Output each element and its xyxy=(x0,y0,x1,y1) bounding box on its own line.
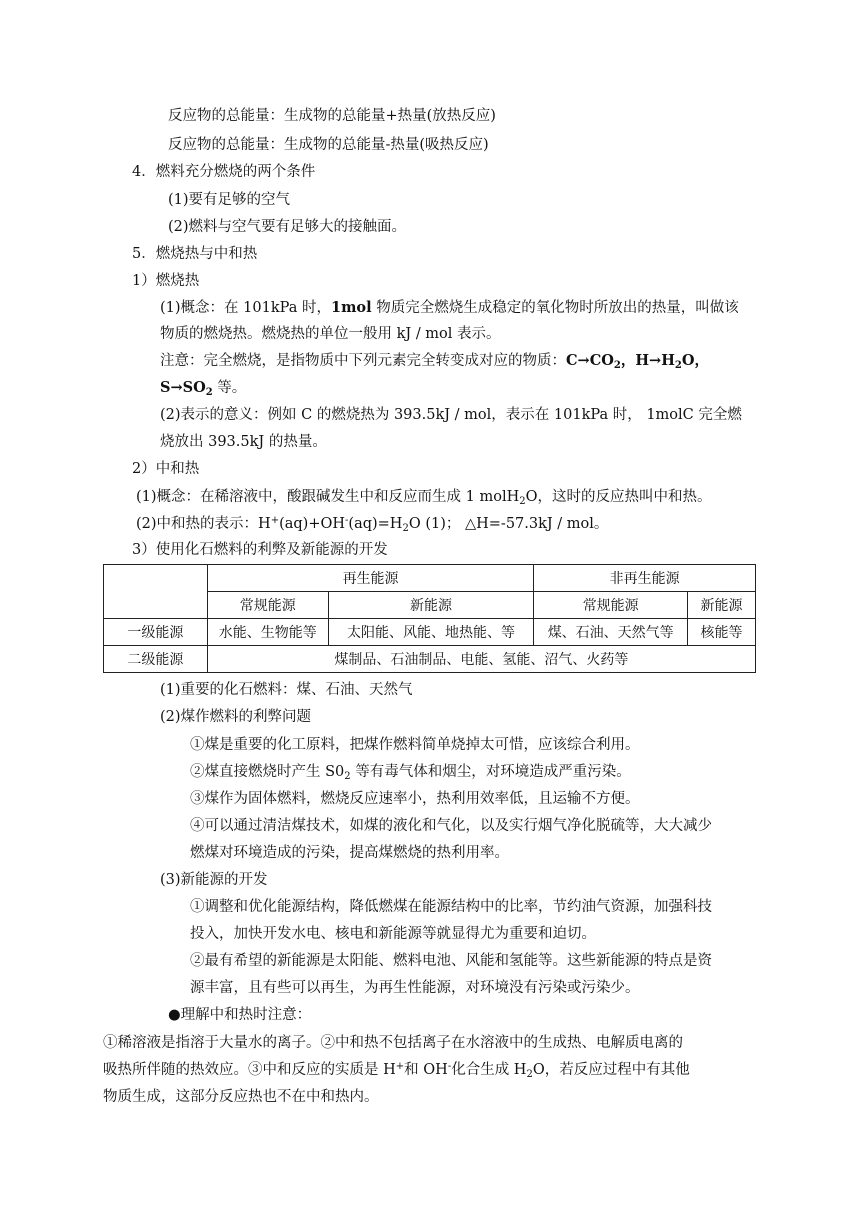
header-conventional: 常规能源 xyxy=(534,592,688,619)
text-run: (1)概念：在 101kPa 时， xyxy=(160,300,331,316)
row-label-secondary: 二级能源 xyxy=(104,646,208,673)
neutralization-notes-heading: ●理解中和热时注意： xyxy=(168,1007,312,1023)
neutralization-concept: (1)概念：在稀溶液中，酸跟碱发生中和反应而生成 1 molH$_2$O，这时的反应热叫中和热。 xyxy=(136,489,712,507)
table-row xyxy=(104,565,756,592)
header-conventional: 常规能源 xyxy=(207,592,328,619)
energy-relation-endothermic: 反应物的总能量：生成物的总能量-热量(吸热反应) xyxy=(168,137,489,153)
section-4-heading: 4．燃料充分燃烧的两个条件 xyxy=(132,164,316,180)
formula: $C\to CO_2$，$H\to H_2O$， xyxy=(566,352,710,371)
neutralization-note-line-1: ①稀溶液是指溶于大量水的离子。②中和热不包括离子在水溶液中的生成热、电解质电离的 xyxy=(103,1035,683,1051)
formula: $S\to SO_2$ xyxy=(160,379,213,398)
subsection-combustion-heat: 1）燃烧热 xyxy=(132,273,200,289)
table-cell: 煤、石油、天然气等 xyxy=(534,619,688,646)
energy-classification-table xyxy=(103,564,756,673)
subsection-neutralization-heat: 2）中和热 xyxy=(132,461,200,477)
coal-point-1: ①煤是重要的化工原料，把煤作燃料简单烧掉太可惜，应该综合利用。 xyxy=(190,737,640,753)
table-cell: 水能、生物能等 xyxy=(207,619,328,646)
condition-1: (1)要有足够的空气 xyxy=(168,192,291,208)
row-label-primary: 一级能源 xyxy=(104,619,208,646)
new-energy-point-1-cont: 投入，加快开发水电、核电和新能源等就显得尤为重要和迫切。 xyxy=(190,926,596,942)
table-row xyxy=(104,619,756,646)
coal-point-3: ③煤作为固体燃料，燃烧反应速率小，热利用效率低，且运输不方便。 xyxy=(190,791,640,807)
new-energy-heading: (3)新能源的开发 xyxy=(160,872,268,888)
combustion-note xyxy=(160,351,709,371)
table-cell: 核能等 xyxy=(688,619,756,646)
text-run: 等。 xyxy=(212,380,247,396)
text-run: 物质完全燃烧生成稳定的氧化物时所放出的热量，叫做该 xyxy=(371,300,739,316)
combustion-note-cont xyxy=(160,378,246,398)
section-5-heading: 5．燃烧热与中和热 xyxy=(132,246,258,262)
energy-relation-exothermic: 反应物的总能量：生成物的总能量+热量(放热反应) xyxy=(168,108,496,124)
coal-pros-cons-heading: (2)煤作燃料的利弊问题 xyxy=(160,709,312,725)
coal-point-4-cont: 燃煤对环境造成的污染，提高煤燃烧的热利用率。 xyxy=(190,845,509,861)
header-new: 新能源 xyxy=(688,592,756,619)
subsection-fossil-fuels: 3）使用化石燃料的利弊及新能源的开发 xyxy=(132,542,388,558)
header-nonrenewable: 非再生能源 xyxy=(534,565,756,592)
new-energy-point-2-cont: 源丰富，且有些可以再生，为再生性能源，对环境没有污染或污染少。 xyxy=(190,980,640,996)
fossil-fuels-list: (1)重要的化石燃料：煤、石油、天然气 xyxy=(160,682,413,698)
table-cell: 煤制品、石油制品、电能、氢能、沼气、火药等 xyxy=(207,646,755,673)
bold-run: 1mol xyxy=(330,299,372,316)
header-new: 新能源 xyxy=(328,592,534,619)
neutralization-expression: (2)中和热的表示：$H^+(aq)+OH^-(aq)=H_2O$ (1)； △H=-57.3kJ / mol。 xyxy=(136,515,609,534)
coal-point-2: ②煤直接燃烧时产生 $S0_2$ 等有毒气体和烟尘，对环境造成严重污染。 xyxy=(190,764,631,782)
neutralization-note-line-3: 物质生成，这部分反应热也不在中和热内。 xyxy=(103,1089,379,1105)
condition-2: (2)燃料与空气要有足够大的接触面。 xyxy=(168,219,407,235)
header-renewable: 再生能源 xyxy=(207,565,533,592)
combustion-concept xyxy=(160,298,739,318)
text-run: 注意：完全燃烧，是指物质中下列元素完全转变成对应的物质： xyxy=(160,353,566,369)
combustion-meaning-cont: 烧放出 393.5kJ 的热量。 xyxy=(160,434,327,450)
new-energy-point-1: ①调整和优化能源结构，降低燃煤在能源结构中的比率，节约油气资源，加强科技 xyxy=(190,899,712,915)
combustion-concept-cont: 物质的燃烧热。燃烧热的单位一般用 kJ / mol 表示。 xyxy=(160,326,501,342)
coal-point-4: ④可以通过清洁煤技术，如煤的液化和气化，以及实行烟气净化脱硫等，大大减少 xyxy=(190,818,712,834)
table-corner-cell xyxy=(104,565,208,619)
combustion-meaning: (2)表示的意义：例如 C 的燃烧热为 393.5kJ / mol，表示在 101kPa 时， 1molC 完全燃 xyxy=(160,407,742,423)
neutralization-note-line-2: 吸热所伴随的热效应。③中和反应的实质是 H+和 OH-化合生成 $H_2O$，若反应过程中有其他 xyxy=(103,1061,690,1080)
table-row xyxy=(104,646,756,673)
new-energy-point-2: ②最有希望的新能源是太阳能、燃料电池、风能和氢能等。这些新能源的特点是资 xyxy=(190,953,712,969)
table-cell: 太阳能、风能、地热能、等 xyxy=(328,619,534,646)
